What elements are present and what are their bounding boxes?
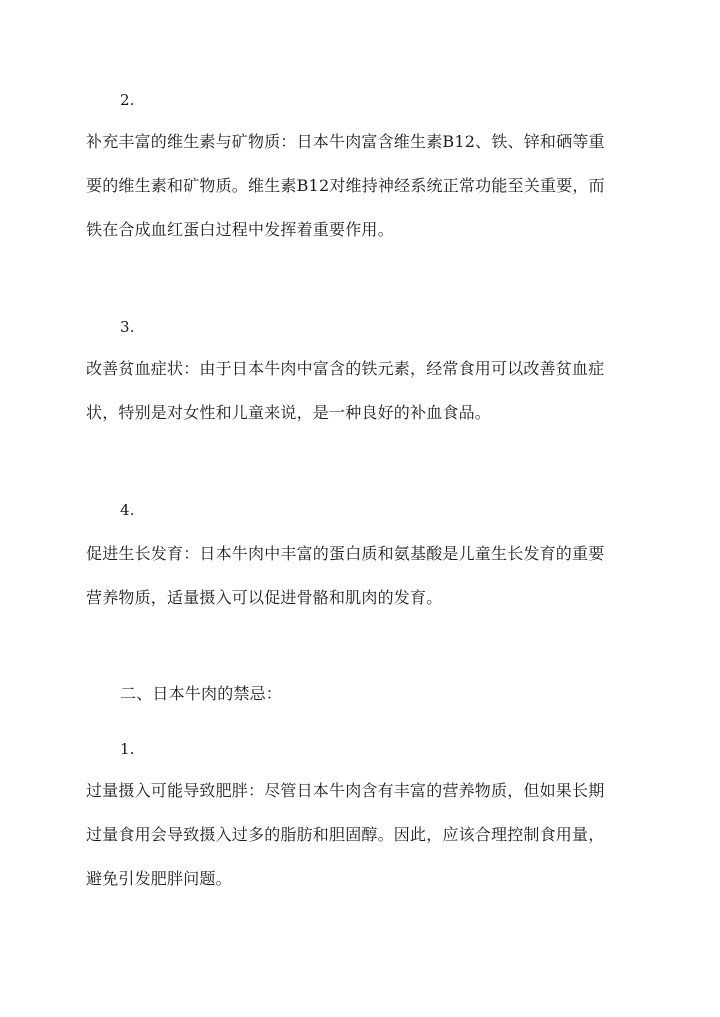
- paragraph-line: 营养物质，适量摄入可以促进骨骼和肌肉的发育。: [86, 588, 443, 607]
- item-number: 1.: [120, 740, 135, 758]
- section-heading: 二、日本牛肉的禁忌：: [120, 684, 283, 703]
- paragraph-line: 过量食用会导致摄入过多的脂肪和胆固醇。因此，应该合理控制食用量，: [86, 825, 605, 844]
- paragraph-line: 补充丰富的维生素与矿物质：日本牛肉富含维生素B12、铁、锌和硒等重: [86, 132, 605, 151]
- paragraph-line: 过量摄入可能导致肥胖：尽管日本牛肉含有丰富的营养物质，但如果长期: [86, 781, 605, 800]
- paragraph-line: 避免引发肥胖问题。: [86, 869, 232, 888]
- paragraph-line: 状，特别是对女性和儿童来说，是一种良好的补血食品。: [86, 403, 492, 422]
- paragraph-line: 铁在合成血红蛋白过程中发挥着重要作用。: [86, 220, 394, 239]
- item-number: 4.: [120, 501, 135, 519]
- item-number: 2.: [120, 91, 135, 109]
- item-number: 3.: [120, 318, 135, 336]
- paragraph-line: 改善贫血症状：由于日本牛肉中富含的铁元素，经常食用可以改善贫血症: [86, 359, 605, 378]
- paragraph-line: 要的维生素和矿物质。维生素B12对维持神经系统正常功能至关重要，而: [86, 176, 605, 195]
- paragraph-line: 促进生长发育：日本牛肉中丰富的蛋白质和氨基酸是儿童生长发育的重要: [86, 544, 605, 563]
